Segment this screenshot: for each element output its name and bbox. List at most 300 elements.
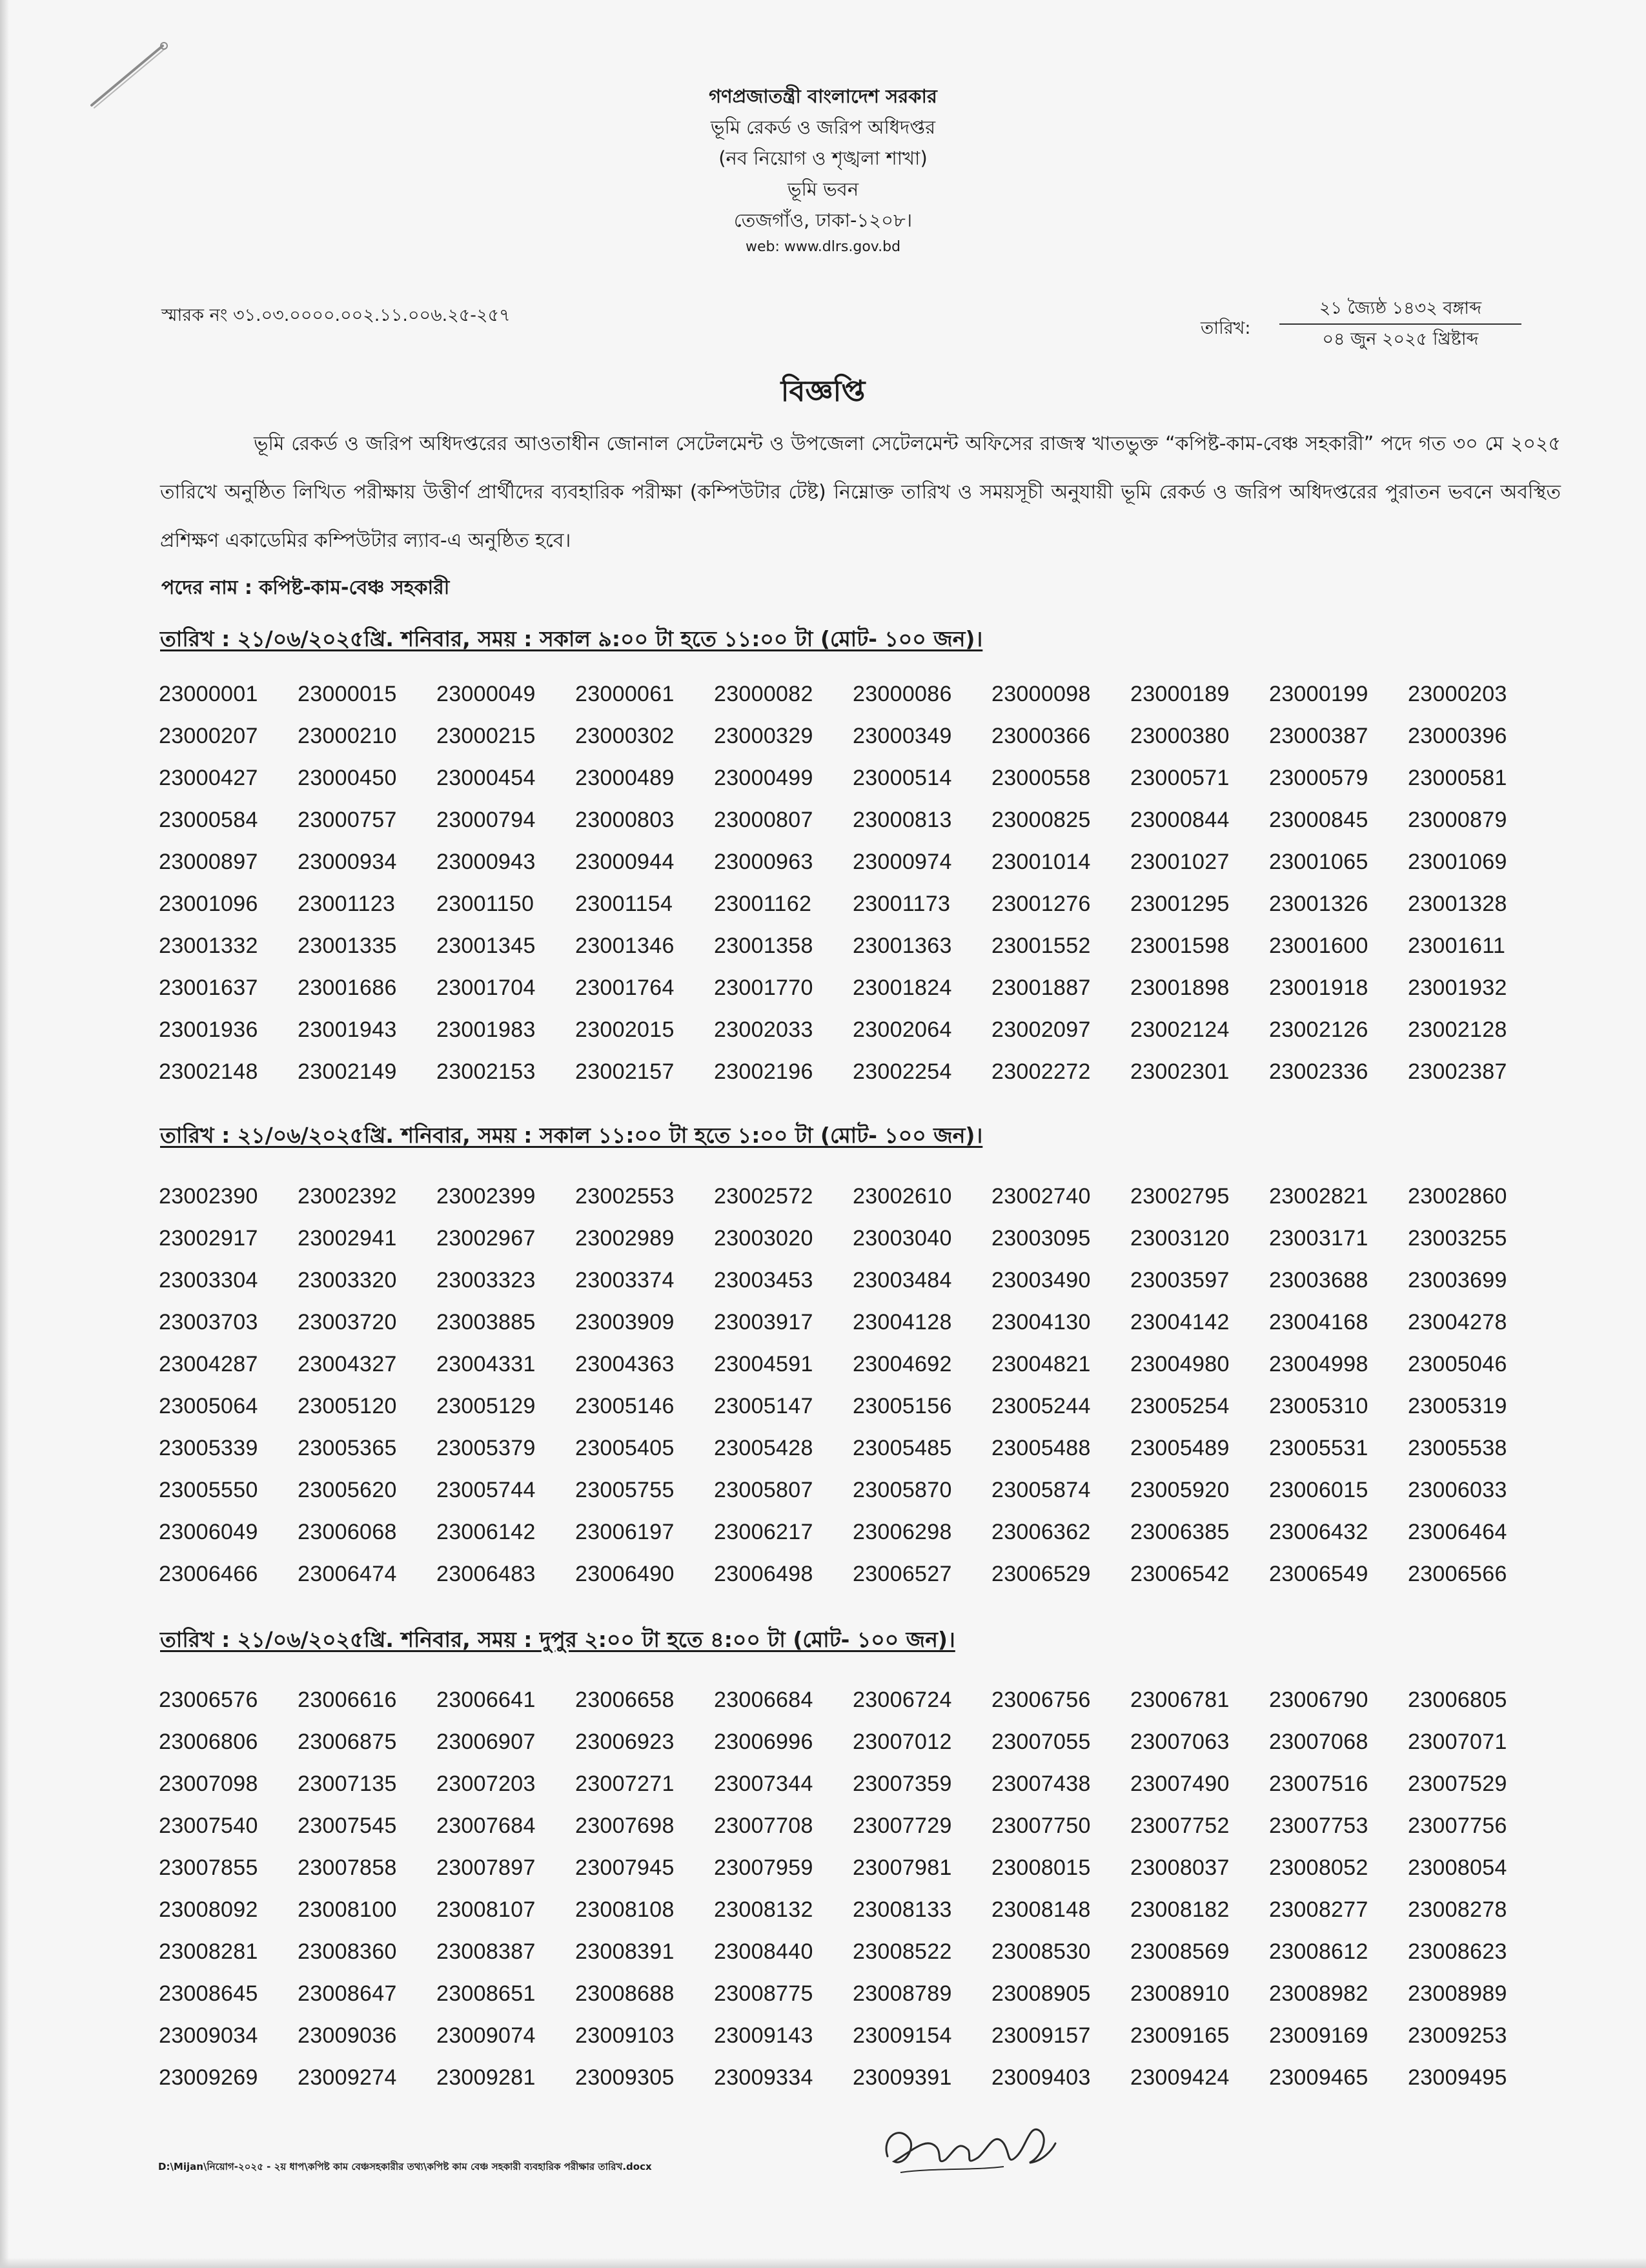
roll-number: 23000215 xyxy=(436,724,536,748)
roll-number: 23005488 xyxy=(991,1436,1091,1460)
roll-number: 23000061 xyxy=(575,682,675,706)
roll-number: 23007698 xyxy=(575,1813,675,1838)
roll-number: 23008107 xyxy=(436,1897,536,1922)
roll-number: 23000944 xyxy=(575,850,675,874)
roll-number: 23000974 xyxy=(853,850,952,874)
session-2-heading: তারিখ : ২১/০৬/২০২৫খ্রি. শনিবার, সময় : সকাল ১১:০০ টা হতে ১:০০ টা (মোট- ১০০ জন)। xyxy=(160,1123,983,1148)
roll-number: 23009465 xyxy=(1269,2065,1368,2090)
roll-number: 23008688 xyxy=(575,1981,675,2006)
roll-number: 23008054 xyxy=(1408,1855,1507,1880)
roll-number: 23001598 xyxy=(1130,934,1230,958)
roll-number: 23006616 xyxy=(298,1688,397,1712)
roll-number: 23006068 xyxy=(298,1520,397,1544)
roll-number: 23003304 xyxy=(159,1268,258,1292)
roll-number: 23005147 xyxy=(714,1394,813,1418)
roll-number: 23009274 xyxy=(298,2065,397,2090)
roll-number: 23007344 xyxy=(714,1772,813,1796)
roll-number: 23004998 xyxy=(1269,1352,1368,1376)
roll-number: 23002610 xyxy=(853,1184,952,1209)
roll-number: 23006197 xyxy=(575,1520,675,1544)
roll-number: 23009143 xyxy=(714,2023,813,2048)
roll-number: 23005156 xyxy=(853,1394,952,1418)
roll-number: 23008133 xyxy=(853,1897,952,1922)
roll-number: 23002301 xyxy=(1130,1059,1230,1084)
roll-number: 23002126 xyxy=(1269,1017,1368,1042)
roll-number: 23006684 xyxy=(714,1688,813,1712)
roll-number: 23004363 xyxy=(575,1352,675,1376)
roll-number: 23001983 xyxy=(436,1017,536,1042)
roll-number: 23006781 xyxy=(1130,1688,1230,1712)
roll-number: 23001154 xyxy=(575,892,673,916)
roll-number: 23007750 xyxy=(991,1813,1091,1838)
roll-number: 23000845 xyxy=(1269,808,1368,832)
roll-number: 23002149 xyxy=(298,1059,397,1084)
roll-number: 23009154 xyxy=(853,2023,952,2048)
roll-number: 23006474 xyxy=(298,1562,397,1586)
roll-number: 23000963 xyxy=(714,850,813,874)
roll-number: 23007271 xyxy=(575,1772,675,1796)
roll-number: 23000803 xyxy=(575,808,675,832)
roll-number: 23002254 xyxy=(853,1059,952,1084)
roll-number: 23008623 xyxy=(1408,1939,1507,1964)
roll-number: 23007959 xyxy=(714,1855,813,1880)
roll-number: 23001295 xyxy=(1130,892,1230,916)
roll-number: 23006542 xyxy=(1130,1562,1230,1586)
roll-number: 23003699 xyxy=(1408,1268,1507,1292)
roll-number: 23006529 xyxy=(991,1562,1091,1586)
session-3-roll-grid xyxy=(159,1679,1547,2099)
roll-number: 23006015 xyxy=(1269,1478,1368,1502)
roll-number: 23005620 xyxy=(298,1478,397,1502)
roll-number: 23008132 xyxy=(714,1897,813,1922)
footer-file-path: D:\Mijan\নিয়োগ-২০২৫ - ২য় ধাপ\কপিষ্ট কাম বেঞ্চসহকারীর তথ্য\কপিষ্ট কাম বেঞ্চ সহকারী ব্যবহারিক পরীক্ষার তারিখ.docx xyxy=(158,2161,652,2172)
roll-number: 23005538 xyxy=(1408,1436,1507,1460)
roll-number: 23001162 xyxy=(714,892,812,916)
date-values xyxy=(1279,294,1521,354)
roll-number: 23001065 xyxy=(1269,850,1368,874)
roll-number: 23001335 xyxy=(298,934,397,958)
roll-number: 23000757 xyxy=(298,808,397,832)
roll-number: 23008182 xyxy=(1130,1897,1230,1922)
roll-number: 23005319 xyxy=(1408,1394,1507,1418)
roll-number: 23007708 xyxy=(714,1813,813,1838)
roll-number: 23004331 xyxy=(436,1352,536,1376)
session-2-roll-grid xyxy=(159,1176,1547,1595)
roll-number: 23000514 xyxy=(853,766,952,790)
roll-number: 23007858 xyxy=(298,1855,397,1880)
roll-number: 23007753 xyxy=(1269,1813,1368,1838)
roll-number: 23006527 xyxy=(853,1562,952,1586)
roll-number: 23006756 xyxy=(991,1688,1091,1712)
roll-number: 23000813 xyxy=(853,808,952,832)
roll-number: 23006806 xyxy=(159,1730,258,1754)
roll-number: 23008569 xyxy=(1130,1939,1230,1964)
roll-number: 23005428 xyxy=(714,1436,813,1460)
roll-number: 23002917 xyxy=(159,1226,258,1251)
date-label: তারিখ: xyxy=(1201,318,1251,338)
roll-number: 23008281 xyxy=(159,1939,258,1964)
roll-number: 23002148 xyxy=(159,1059,258,1084)
roll-number: 23007855 xyxy=(159,1855,258,1880)
memo-number: স্মারক নং ৩১.০৩.০০০০.০০২.১১.০০৬.২৫-২৫৭ xyxy=(161,305,511,325)
roll-number: 23007203 xyxy=(436,1772,536,1796)
roll-number: 23008037 xyxy=(1130,1855,1230,1880)
roll-number: 23003703 xyxy=(159,1310,258,1334)
roll-number: 23003040 xyxy=(853,1226,952,1251)
roll-number: 23008647 xyxy=(298,1981,397,2006)
roll-number: 23007540 xyxy=(159,1813,258,1838)
roll-number: 23002967 xyxy=(436,1226,536,1251)
roll-number: 23004692 xyxy=(853,1352,952,1376)
roll-number: 23002064 xyxy=(853,1017,952,1042)
roll-number: 23007945 xyxy=(575,1855,675,1880)
roll-number: 23000807 xyxy=(714,808,813,832)
roll-number: 23007529 xyxy=(1408,1772,1507,1796)
roll-number: 23008530 xyxy=(991,1939,1091,1964)
roll-number: 23000015 xyxy=(298,682,397,706)
roll-number: 23000207 xyxy=(159,724,258,748)
scan-edge-shadow xyxy=(0,0,9,2268)
roll-number: 23008982 xyxy=(1269,1981,1368,2006)
roll-number: 23006566 xyxy=(1408,1562,1507,1586)
roll-number: 23003255 xyxy=(1408,1226,1507,1251)
notice-title: বিজ্ঞপ্তি xyxy=(780,374,866,408)
roll-number: 23005874 xyxy=(991,1478,1091,1502)
roll-number: 23004327 xyxy=(298,1352,397,1376)
roll-number: 23005489 xyxy=(1130,1436,1230,1460)
roll-number: 23002399 xyxy=(436,1184,536,1209)
roll-number: 23004168 xyxy=(1269,1310,1368,1334)
roll-number: 23003917 xyxy=(714,1310,813,1334)
roll-number: 23003374 xyxy=(575,1268,675,1292)
roll-number: 23000499 xyxy=(714,766,813,790)
roll-number: 23003490 xyxy=(991,1268,1091,1292)
roll-number: 23008645 xyxy=(159,1981,258,2006)
roll-number: 23004142 xyxy=(1130,1310,1230,1334)
roll-number: 23000558 xyxy=(991,766,1091,790)
roll-number: 23001345 xyxy=(436,934,536,958)
roll-number: 23003453 xyxy=(714,1268,813,1292)
roll-number: 23000579 xyxy=(1269,766,1368,790)
roll-number: 23008108 xyxy=(575,1897,675,1922)
roll-number: 23000086 xyxy=(853,682,952,706)
roll-number: 23006464 xyxy=(1408,1520,1507,1544)
roll-number: 23003720 xyxy=(298,1310,397,1334)
roll-number: 23009403 xyxy=(991,2065,1091,2090)
roll-number: 23006549 xyxy=(1269,1562,1368,1586)
roll-number: 23005755 xyxy=(575,1478,675,1502)
roll-number: 23002272 xyxy=(991,1059,1091,1084)
roll-number: 23001887 xyxy=(991,976,1091,1000)
roll-number: 23005531 xyxy=(1269,1436,1368,1460)
roll-number: 23008905 xyxy=(991,1981,1091,2006)
roll-number: 23007438 xyxy=(991,1772,1091,1796)
roll-number: 23000082 xyxy=(714,682,813,706)
roll-number: 23004287 xyxy=(159,1352,258,1376)
roll-number: 23001096 xyxy=(159,892,258,916)
roll-number: 23005807 xyxy=(714,1478,813,1502)
roll-number: 23005310 xyxy=(1269,1394,1368,1418)
session-1-heading: তারিখ : ২১/০৬/২০২৫খ্রি. শনিবার, সময় : সকাল ৯:০০ টা হতে ১১:০০ টা (মোট- ১০০ জন)। xyxy=(160,626,983,651)
roll-number: 23002941 xyxy=(298,1226,397,1251)
roll-number: 23001770 xyxy=(714,976,813,1000)
roll-number: 23002572 xyxy=(714,1184,813,1209)
roll-number: 23009424 xyxy=(1130,2065,1230,2090)
roll-number: 23000001 xyxy=(159,682,258,706)
roll-number: 23001936 xyxy=(159,1017,258,1042)
roll-number: 23008910 xyxy=(1130,1981,1230,2006)
roll-number: 23005550 xyxy=(159,1478,258,1502)
building-name: ভূমি ভবন xyxy=(787,178,859,200)
roll-number: 23009269 xyxy=(159,2065,258,2090)
session-3-heading: তারিখ : ২১/০৬/২০২৫খ্রি. শনিবার, সময় : দুপুর ২:০০ টা হতে ৪:০০ টা (মোট- ১০০ জন)। xyxy=(160,1627,955,1652)
department-name: ভূমি রেকর্ড ও জরিপ অধিদপ্তর xyxy=(710,116,936,138)
address: তেজগাঁও, ঢাকা-১২০৮। xyxy=(733,209,913,231)
roll-number: 23000934 xyxy=(298,850,397,874)
roll-number: 23002989 xyxy=(575,1226,675,1251)
roll-number: 23002128 xyxy=(1408,1017,1507,1042)
roll-number: 23005046 xyxy=(1408,1352,1507,1376)
roll-number: 23002124 xyxy=(1130,1017,1230,1042)
roll-number: 23000098 xyxy=(991,682,1091,706)
roll-number: 23006724 xyxy=(853,1688,952,1712)
roll-number: 23003909 xyxy=(575,1310,675,1334)
roll-number: 23001328 xyxy=(1408,892,1507,916)
roll-number: 23007752 xyxy=(1130,1813,1230,1838)
roll-number: 23002387 xyxy=(1408,1059,1507,1084)
letterhead xyxy=(0,81,1646,259)
roll-number: 23000897 xyxy=(159,850,258,874)
roll-number: 23000571 xyxy=(1130,766,1230,790)
roll-number: 23008052 xyxy=(1269,1855,1368,1880)
roll-number: 23000794 xyxy=(436,808,536,832)
roll-number: 23000203 xyxy=(1408,682,1507,706)
roll-number: 23009305 xyxy=(575,2065,675,2090)
roll-number: 23006483 xyxy=(436,1562,536,1586)
roll-number: 23001704 xyxy=(436,976,536,1000)
roll-number: 23006875 xyxy=(298,1730,397,1754)
roll-number: 23000943 xyxy=(436,850,536,874)
roll-number: 23007055 xyxy=(991,1730,1091,1754)
roll-number: 23000349 xyxy=(853,724,952,748)
roll-number: 23007490 xyxy=(1130,1772,1230,1796)
roll-number: 23008015 xyxy=(991,1855,1091,1880)
roll-number: 23003885 xyxy=(436,1310,536,1334)
roll-number: 23001332 xyxy=(159,934,258,958)
roll-number: 23008789 xyxy=(853,1981,952,2006)
roll-number: 23008277 xyxy=(1269,1897,1368,1922)
roll-number: 23003688 xyxy=(1269,1268,1368,1292)
roll-number: 23006490 xyxy=(575,1562,675,1586)
roll-number: 23005379 xyxy=(436,1436,536,1460)
roll-number: 23003095 xyxy=(991,1226,1091,1251)
roll-number: 23004980 xyxy=(1130,1352,1230,1376)
roll-number: 23003597 xyxy=(1130,1268,1230,1292)
roll-number: 23001686 xyxy=(298,976,397,1000)
roll-number: 23001824 xyxy=(853,976,952,1000)
roll-number: 23001552 xyxy=(991,934,1091,958)
roll-number: 23006498 xyxy=(714,1562,813,1586)
roll-number: 23006466 xyxy=(159,1562,258,1586)
roll-number: 23004591 xyxy=(714,1352,813,1376)
roll-number: 23000581 xyxy=(1408,766,1507,790)
notice-body: ভূমি রেকর্ড ও জরিপ অধিদপ্তরের আওতাধীন জোনাল সেটেলমেন্ট ও উপজেলা সেটেলমেন্ট অফিসের রাজস্ব খাতভুক্ত “কপিষ্ট-কাম-বেঞ্চ সহকারী” পদে গত ৩০ মে ২০২৫ তারিখে অনুষ্ঠিত লিখিত পরীক্ষায় উত্তীর্ণ প্রার্থীদের ব্যবহারিক পরীক্ষা (কম্পিউটার টেষ্ট) নিম্নোক্ত তারিখ ও সময়সূচী অনুযায়ী ভূমি রেকর্ড ও জরিপ অধিদপ্তরের পুরাতন ভবনে অবস্থিত প্রশিক্ষণ একাডেমির কম্পিউটার ল্যাব-এ অনুষ্ঠিত হবে। xyxy=(160,433,1561,552)
roll-number: 23002015 xyxy=(575,1017,675,1042)
roll-number: 23007359 xyxy=(853,1772,952,1796)
roll-number: 23002795 xyxy=(1130,1184,1230,1209)
roll-number: 23007098 xyxy=(159,1772,258,1796)
post-name: পদের নাম : কপিষ্ট-কাম-বেঞ্চ সহকারী xyxy=(161,577,450,599)
signature-icon xyxy=(875,2111,1062,2182)
roll-number: 23009165 xyxy=(1130,2023,1230,2048)
roll-number: 23005870 xyxy=(853,1478,952,1502)
roll-number: 23001069 xyxy=(1408,850,1507,874)
roll-number: 23007545 xyxy=(298,1813,397,1838)
roll-number: 23000387 xyxy=(1269,724,1368,748)
scan-bottom-shadow xyxy=(0,2258,1646,2268)
roll-number: 23008100 xyxy=(298,1897,397,1922)
roll-number: 23009036 xyxy=(298,2023,397,2048)
roll-number: 23009103 xyxy=(575,2023,675,2048)
roll-number: 23007684 xyxy=(436,1813,536,1838)
roll-number: 23007135 xyxy=(298,1772,397,1796)
roll-number: 23006049 xyxy=(159,1520,258,1544)
roll-number: 23005485 xyxy=(853,1436,952,1460)
roll-number: 23000489 xyxy=(575,766,675,790)
roll-number: 23008387 xyxy=(436,1939,536,1964)
roll-number: 23008092 xyxy=(159,1897,258,1922)
roll-number: 23005365 xyxy=(298,1436,397,1460)
roll-number: 23000844 xyxy=(1130,808,1230,832)
roll-number: 23000302 xyxy=(575,724,675,748)
roll-number: 23009495 xyxy=(1408,2065,1507,2090)
roll-number: 23000450 xyxy=(298,766,397,790)
roll-number: 23000199 xyxy=(1269,682,1368,706)
roll-number: 23007981 xyxy=(853,1855,952,1880)
roll-number: 23003171 xyxy=(1269,1226,1368,1251)
roll-number: 23005744 xyxy=(436,1478,536,1502)
roll-number: 23001611 xyxy=(1408,934,1506,958)
roll-number: 23003120 xyxy=(1130,1226,1230,1251)
roll-number: 23008775 xyxy=(714,1981,813,2006)
roll-number: 23006362 xyxy=(991,1520,1091,1544)
roll-number: 23002153 xyxy=(436,1059,536,1084)
website: web: www.dlrs.gov.bd xyxy=(745,239,901,255)
roll-number: 23000380 xyxy=(1130,724,1230,748)
roll-number: 23000825 xyxy=(991,808,1091,832)
session-1-roll-grid xyxy=(159,673,1547,1093)
roll-number: 23006805 xyxy=(1408,1688,1507,1712)
roll-number: 23007729 xyxy=(853,1813,952,1838)
roll-number: 23006907 xyxy=(436,1730,536,1754)
roll-number: 23000396 xyxy=(1408,724,1507,748)
roll-number: 23001932 xyxy=(1408,976,1507,1000)
roll-number: 23007516 xyxy=(1269,1772,1368,1796)
roll-number: 23006790 xyxy=(1269,1688,1368,1712)
roll-number: 23002157 xyxy=(575,1059,675,1084)
roll-number: 23004130 xyxy=(991,1310,1091,1334)
roll-number: 23008651 xyxy=(436,1981,536,2006)
roll-number: 23007756 xyxy=(1408,1813,1507,1838)
section-name: (নব নিয়োগ ও শৃঙ্খলা শাখা) xyxy=(718,147,928,169)
roll-number: 23008440 xyxy=(714,1939,813,1964)
roll-number: 23005244 xyxy=(991,1394,1091,1418)
roll-number: 23002553 xyxy=(575,1184,675,1209)
roll-number: 23006923 xyxy=(575,1730,675,1754)
roll-number: 23009253 xyxy=(1408,2023,1507,2048)
roll-number: 23001363 xyxy=(853,934,952,958)
roll-number: 23002097 xyxy=(991,1017,1091,1042)
roll-number: 23005920 xyxy=(1130,1478,1230,1502)
roll-number: 23008148 xyxy=(991,1897,1091,1922)
roll-number: 23005405 xyxy=(575,1436,675,1460)
roll-number: 23005146 xyxy=(575,1394,675,1418)
roll-number: 23005129 xyxy=(436,1394,536,1418)
roll-number: 23002392 xyxy=(298,1184,397,1209)
roll-number: 23006298 xyxy=(853,1520,952,1544)
roll-number: 23000189 xyxy=(1130,682,1230,706)
roll-number: 23002336 xyxy=(1269,1059,1368,1084)
roll-number: 23001898 xyxy=(1130,976,1230,1000)
roll-number: 23009157 xyxy=(991,2023,1091,2048)
roll-number: 23007012 xyxy=(853,1730,952,1754)
roll-number: 23000584 xyxy=(159,808,258,832)
roll-number: 23001173 xyxy=(853,892,951,916)
roll-number: 23006432 xyxy=(1269,1520,1368,1544)
roll-number: 23002196 xyxy=(714,1059,813,1084)
roll-number: 23002033 xyxy=(714,1017,813,1042)
roll-number: 23000427 xyxy=(159,766,258,790)
roll-number: 23008612 xyxy=(1269,1939,1368,1964)
roll-number: 23007071 xyxy=(1408,1730,1507,1754)
roll-number: 23001943 xyxy=(298,1017,397,1042)
roll-number: 23000329 xyxy=(714,724,813,748)
roll-number: 23001150 xyxy=(436,892,534,916)
roll-number: 23002860 xyxy=(1408,1184,1507,1209)
roll-number: 23008989 xyxy=(1408,1981,1507,2006)
roll-number: 23006033 xyxy=(1408,1478,1507,1502)
roll-number: 23004821 xyxy=(991,1352,1091,1376)
roll-number: 23000210 xyxy=(298,724,397,748)
government-name: গণপ্রজাতন্ত্রী বাংলাদেশ সরকার xyxy=(709,85,937,107)
roll-number: 23001918 xyxy=(1269,976,1368,1000)
roll-number: 23009169 xyxy=(1269,2023,1368,2048)
roll-number: 23006217 xyxy=(714,1520,813,1544)
roll-number: 23003020 xyxy=(714,1226,813,1251)
roll-number: 23000454 xyxy=(436,766,536,790)
roll-number: 23005254 xyxy=(1130,1394,1230,1418)
roll-number: 23001123 xyxy=(298,892,396,916)
roll-number: 23001764 xyxy=(575,976,675,1000)
roll-number: 23001027 xyxy=(1130,850,1230,874)
roll-number: 23001637 xyxy=(159,976,258,1000)
roll-number: 23001276 xyxy=(991,892,1091,916)
roll-number: 23009391 xyxy=(853,2065,952,2090)
roll-number: 23008522 xyxy=(853,1939,952,1964)
roll-number: 23008360 xyxy=(298,1939,397,1964)
roll-number: 23006658 xyxy=(575,1688,675,1712)
roll-number: 23007063 xyxy=(1130,1730,1230,1754)
roll-number: 23006641 xyxy=(436,1688,536,1712)
roll-number: 23009281 xyxy=(436,2065,536,2090)
roll-number: 23004128 xyxy=(853,1310,952,1334)
roll-number: 23000366 xyxy=(991,724,1091,748)
roll-number: 23008391 xyxy=(575,1939,675,1964)
roll-number: 23001326 xyxy=(1269,892,1368,916)
roll-number: 23006385 xyxy=(1130,1520,1230,1544)
roll-number: 23002821 xyxy=(1269,1184,1368,1209)
roll-number: 23003323 xyxy=(436,1268,536,1292)
